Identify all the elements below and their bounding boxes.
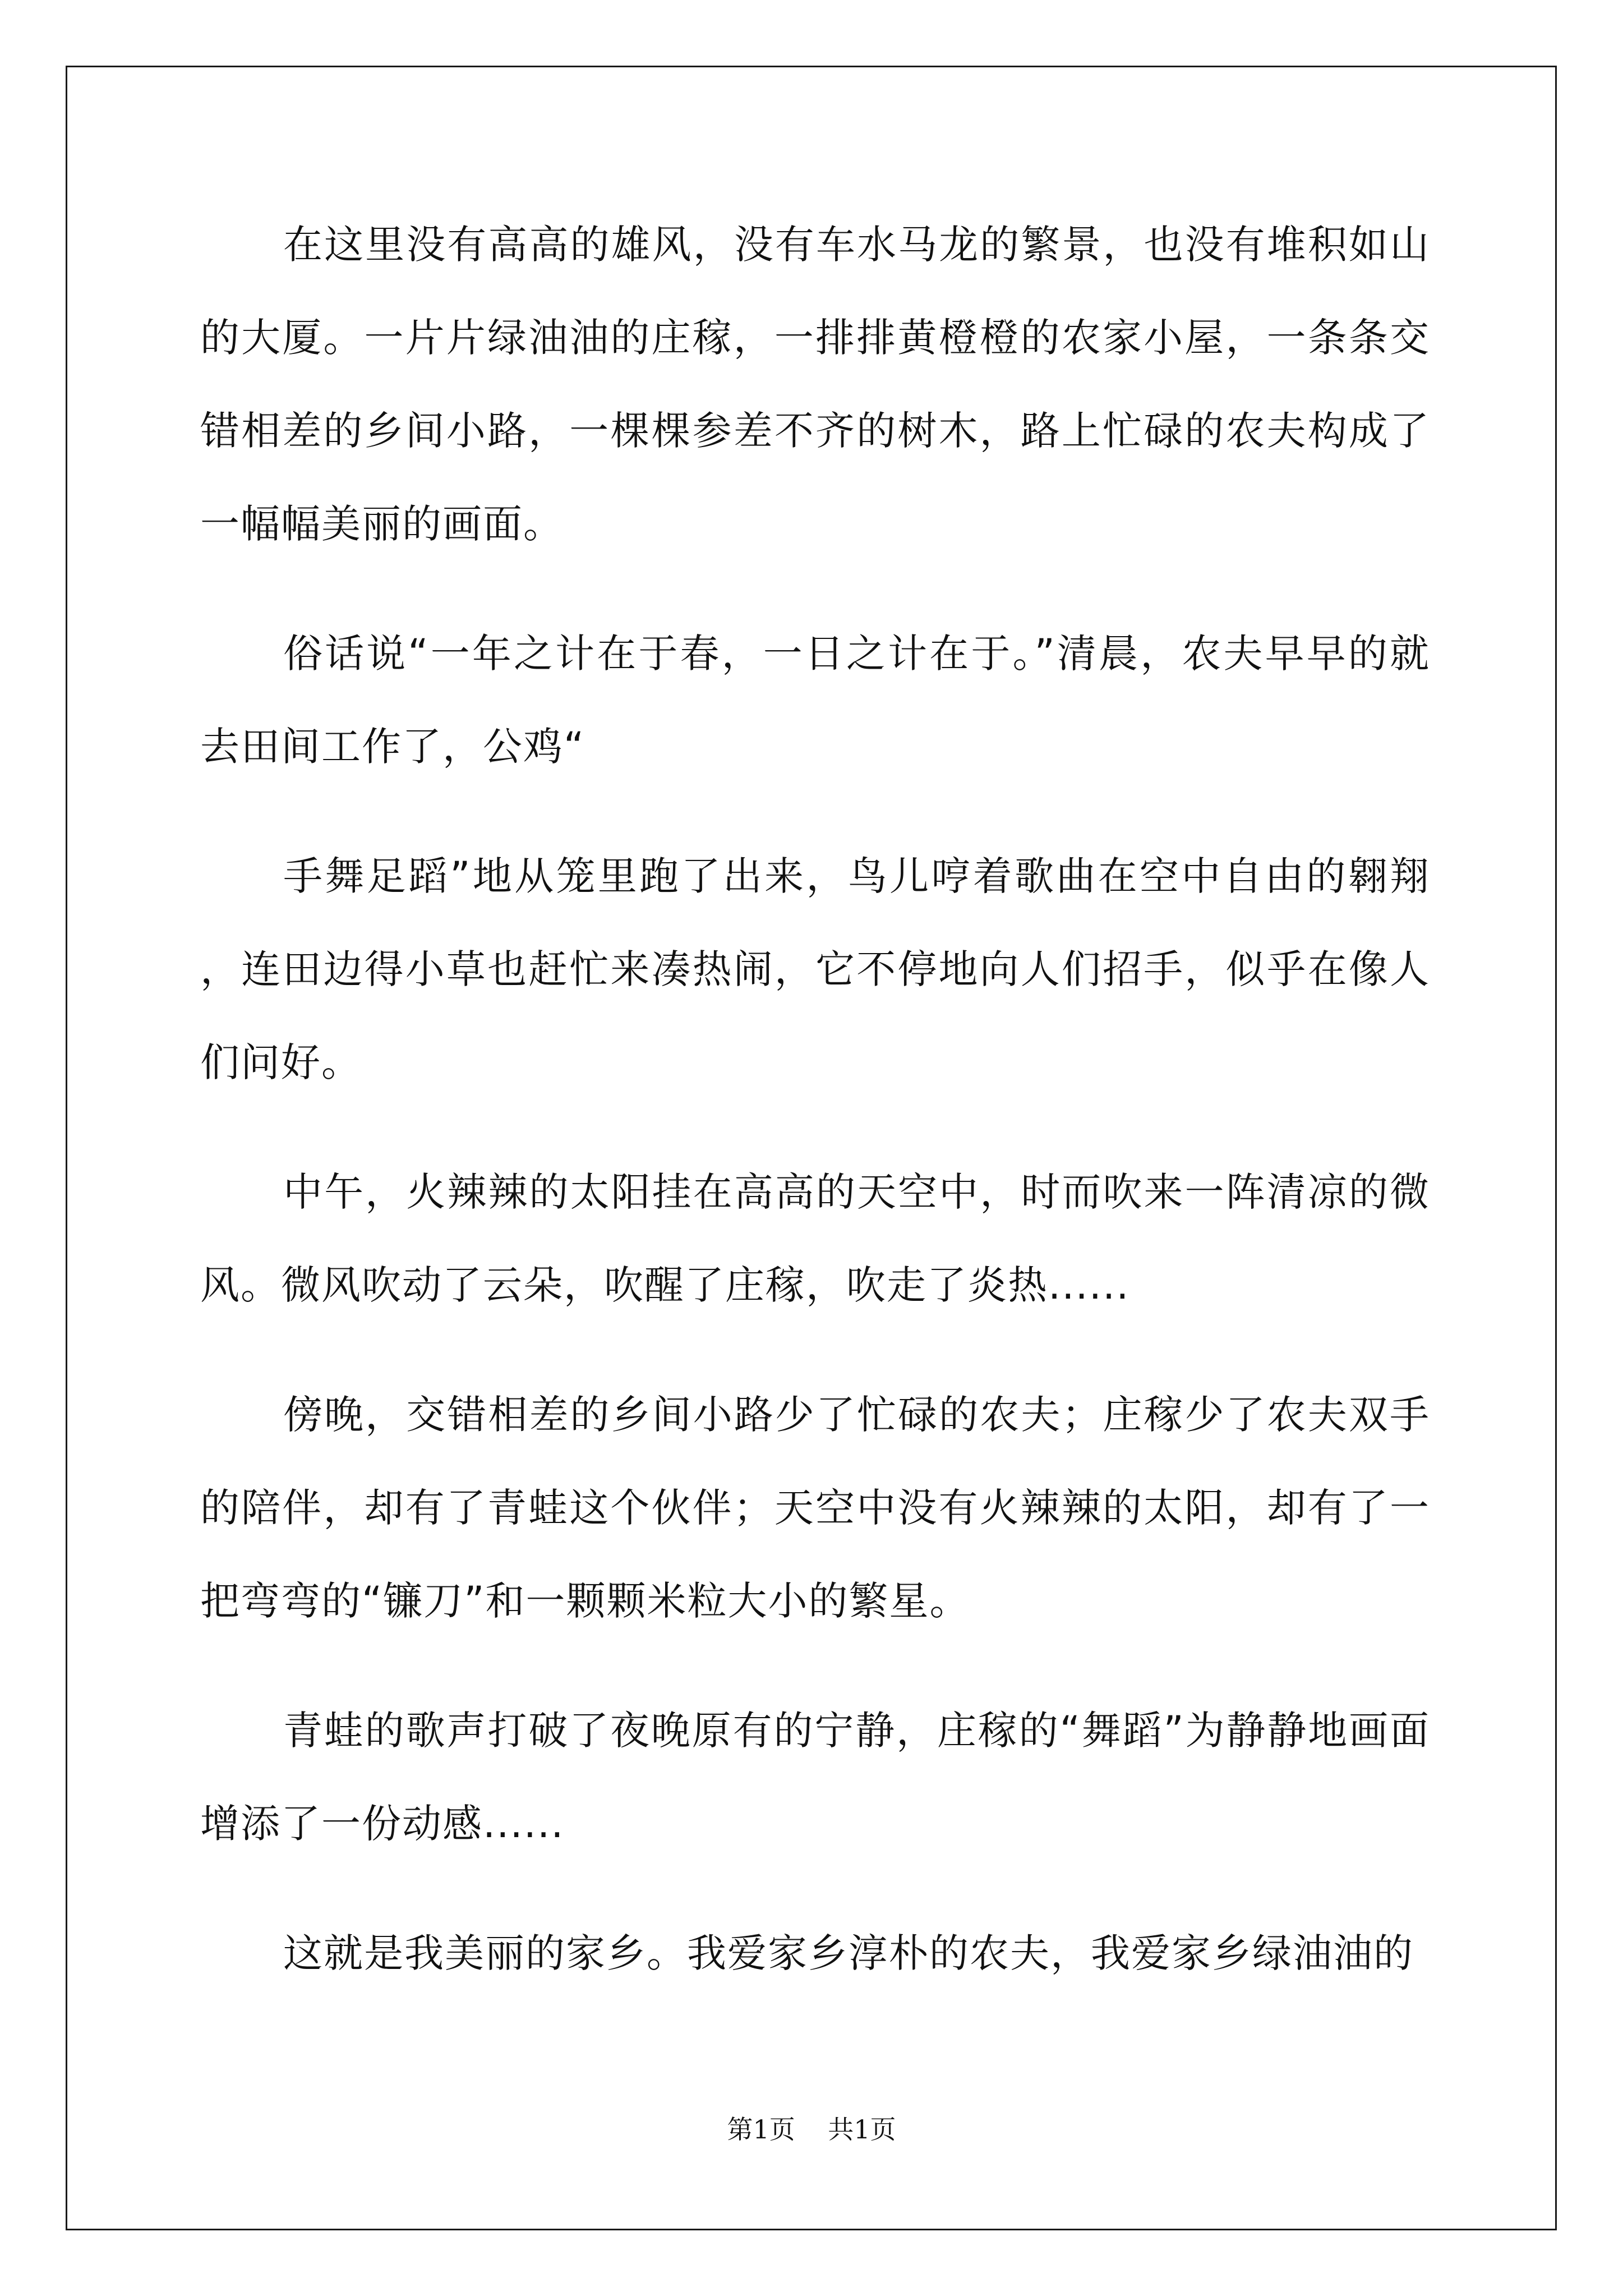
paragraph-2: 俗话说“一年之计在于春，一日之计在于。”清晨，农夫早早的就去田间工作了，公鸡“ — [200, 631, 1430, 770]
document-body — [200, 198, 1430, 2000]
paragraph-3: 手舞足蹈”地从笼里跑了出来，鸟儿哼着歌曲在空中自由的翱翔，连田边得小草也赶忙来凑热闹，它不停地向人们招手，似乎在像人们问好。 — [200, 853, 1430, 1085]
paragraph-1: 在这里没有高高的雄风，没有车水马龙的繁景，也没有堆积如山的大厦。一片片绿油油的庄稼，一排排黄橙橙的农家小屋，一条条交错相差的乡间小路，一棵棵参差不齐的树木，路上忙碌的农夫构成了一幅幅美丽的画面。 — [200, 222, 1430, 547]
paragraph-7: 这就是我美丽的家乡。我爱家乡淳朴的农夫，我爱家乡绿油油的 — [283, 1930, 1414, 1976]
paragraph-4: 中午，火辣辣的太阳挂在高高的天空中，时而吹来一阵清凉的微风。微风吹动了云朵，吹醒了庄稼，吹走了炎热...... — [200, 1169, 1430, 1308]
paragraph-6: 青蛙的歌声打破了夜晚原有的宁静，庄稼的“舞蹈”为静静地画面增添了一份动感...... — [200, 1708, 1430, 1847]
page-number-footer: 第1页 共1页 — [727, 2114, 896, 2145]
paragraph-5: 傍晚，交错相差的乡间小路少了忙碌的农夫；庄稼少了农夫双手的陪伴，却有了青蛙这个伙伴；天空中没有火辣辣的太阳，却有了一把弯弯的“镰刀”和一颗颗米粒大小的繁星。 — [200, 1392, 1430, 1624]
